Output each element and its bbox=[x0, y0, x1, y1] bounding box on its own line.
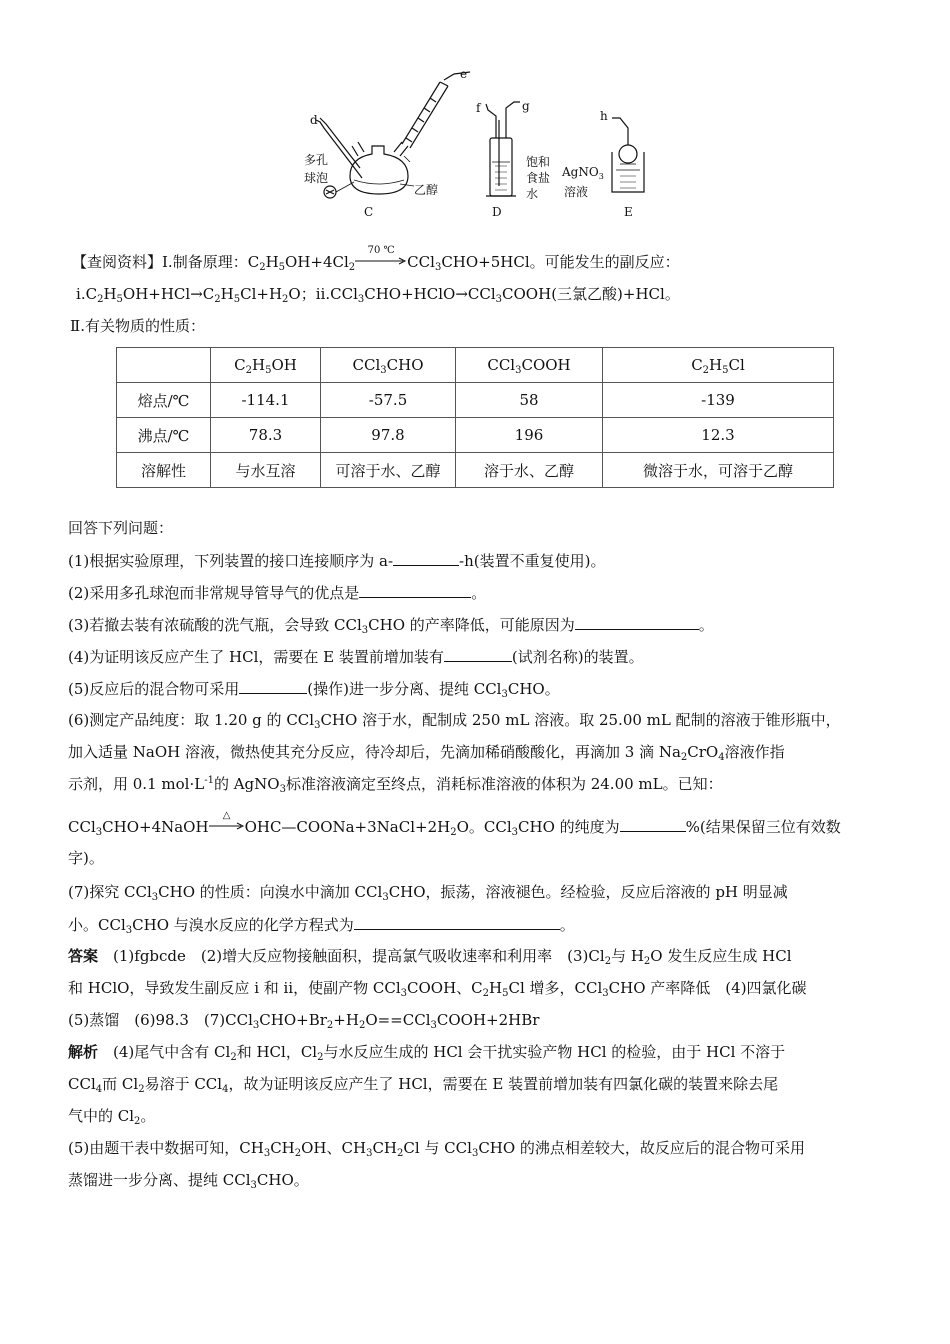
answer-blank[interactable] bbox=[444, 646, 512, 662]
analysis-line-4: (5)由题干表中数据可知，$CH_3CH_2OH$、$CH_3CH_2Cl$ 与 CCl$_3$CHO 的沸点相差较大，故反应后的混合物可采用 bbox=[68, 1139, 805, 1159]
answer-blank[interactable] bbox=[359, 582, 471, 598]
row-label: 熔点/℃ bbox=[117, 383, 211, 418]
answer-blank[interactable] bbox=[239, 678, 307, 694]
question-1: (1)根据实验原理，下列装置的接口连接顺序为 a- -h(装置不重复使用)。 bbox=[68, 552, 606, 570]
table-cell: -139 bbox=[603, 383, 834, 418]
analysis-label: 解析 bbox=[68, 1043, 99, 1061]
figure-label-d: d bbox=[310, 113, 318, 127]
figure-label-ethanol: 乙醇 bbox=[414, 183, 439, 197]
question-2: (2)采用多孔球泡而非常规导管导气的优点是 。 bbox=[68, 584, 487, 602]
questions-intro: 回答下列问题： bbox=[68, 519, 174, 537]
answer-blank[interactable] bbox=[393, 550, 459, 566]
figure-label-e: e bbox=[460, 67, 468, 81]
figure-label-brine-1: 饱和 bbox=[526, 155, 551, 169]
table-cell: -57.5 bbox=[321, 383, 456, 418]
table-cell: 196 bbox=[456, 418, 603, 453]
analysis-line-2: CCl$_4$而 $Cl_2$易溶于 CCl$_4$，故为证明该反应产生了 HCl，需要在 E 装置前增加装有四氯化碳的装置来除去尾 bbox=[68, 1075, 779, 1095]
figure-label-bubble-1: 多孔 bbox=[304, 153, 329, 167]
figure-label-brine-2: 食盐 bbox=[526, 171, 551, 185]
answer-line-2: 和 HClO，导致发生副反应 ⅰ 和 ⅱ，使副产物 CCl$_3$COOH、$C_2H_5Cl$ 增多，CCl$_3$CHO 产率降低 (4)四氯化碳 bbox=[68, 979, 807, 999]
table-corner bbox=[117, 348, 211, 383]
ref-props-title: Ⅱ.有关物质的性质： bbox=[70, 317, 205, 335]
question-6-line-5: 字)。 bbox=[68, 849, 104, 867]
table-cell: 12.3 bbox=[603, 418, 834, 453]
answer-label: 答案 bbox=[68, 947, 99, 965]
figure-label-agno3: AgNO$_3$ bbox=[562, 165, 604, 181]
analysis-line-3: 气中的 $Cl_2$。 bbox=[68, 1107, 156, 1127]
table-cell: 78.3 bbox=[211, 418, 321, 453]
question-4: (4)为证明该反应产生了 HCl，需要在 E 装置前增加装有 (试剂名称)的装置。 bbox=[68, 648, 644, 666]
header-tca: CCl$_3$COOH bbox=[456, 348, 603, 383]
question-7-line-1: (7)探究 CCl$_3$CHO 的性质：向溴水中滴加 CCl$_3$CHO，振荡，溶液褪色。经检验，反应后溶液的 pH 明显减 bbox=[68, 883, 788, 903]
figure-label-h: h bbox=[600, 109, 608, 123]
figure-label-bubble-2: 球泡 bbox=[304, 171, 329, 185]
question-3: (3)若撤去装有浓硫酸的洗气瓶，会导致 CCl$_3$CHO 的产率降低，可能原因为 。 bbox=[68, 616, 714, 636]
analysis-line-5: 蒸馏进一步分离、提纯 CCl$_3$CHO。 bbox=[68, 1171, 309, 1191]
header-chloral: CCl$_3$CHO bbox=[321, 348, 456, 383]
answer-blank[interactable] bbox=[620, 816, 686, 832]
heat-arrow: △ bbox=[209, 818, 245, 834]
question-6-line-2: 加入适量 NaOH 溶液，微热使其充分反应，待冷却后，先滴加稀硝酸酸化，再滴加 3 滴 $Na_2CrO_4$溶液作指 bbox=[68, 743, 785, 763]
row-label: 溶解性 bbox=[117, 453, 211, 488]
table-cell: 微溶于水，可溶于乙醇 bbox=[603, 453, 834, 488]
table-cell: 与水互溶 bbox=[211, 453, 321, 488]
ref-line-2: $ⅰ.C_2H_5OH+HCl\to C_2H_5Cl+H_2O$；ⅱ.CCl$_3$CHO+HClO→CCl$_3$COOH(三氯乙酸)+HCl。 bbox=[76, 285, 680, 305]
table-cell: 溶于水、乙醇 bbox=[456, 453, 603, 488]
figure-label-D: D bbox=[492, 205, 502, 219]
question-6-line-1: (6)测定产品纯度：取 1.20 g 的 CCl$_3$CHO 溶于水，配制成 250 mL 溶液。取 25.00 mL 配制的溶液于锥形瓶中， bbox=[68, 711, 841, 731]
question-7-line-2: 小。CCl$_3$CHO 与溴水反应的化学方程式为 。 bbox=[68, 916, 575, 936]
table-cell: 97.8 bbox=[321, 418, 456, 453]
answer-line-3: (5)蒸馏 (6)98.3 $(7)CCl_3CHO+Br_2+H_2O==CCl_3COOH+2HBr$ bbox=[68, 1011, 540, 1031]
properties-table bbox=[116, 347, 834, 488]
figure-label-brine-3: 水 bbox=[526, 187, 539, 201]
header-ethanol: $C_2H_5OH$ bbox=[211, 348, 321, 383]
figure-label-f: f bbox=[476, 101, 481, 115]
table-cell: -114.1 bbox=[211, 383, 321, 418]
question-6-line-3: 示剂，用 0.1 $mol\cdot L^{-1}$的 AgNO$_3$标准溶液滴定至终点，消耗标准溶液的体积为 24.00 mL。已知： bbox=[68, 775, 723, 795]
question-5: (5)反应后的混合物可采用 (操作)进一步分离、提纯 CCl$_3$CHO。 bbox=[68, 680, 560, 700]
table-row bbox=[117, 453, 834, 488]
analysis-line-1: 解析 (4)尾气中含有 $Cl_2$和 HCl，$Cl_2$与水反应生成的 HCl 会干扰实验产物 HCl 的检验，由于 HCl 不溶于 bbox=[68, 1043, 786, 1063]
table-row bbox=[117, 383, 834, 418]
figure-label-solution: 溶液 bbox=[564, 185, 589, 199]
question-6-line-4: CCl$_3$CHO+4NaOH △ $OHC—COONa+3NaCl+2H_2O$。CCl$_3$CHO 的纯度为 %(结果保留三位有效数 bbox=[68, 810, 841, 838]
figure-label-C: C bbox=[364, 205, 374, 219]
header-chloroethane: $C_2H_5Cl$ bbox=[603, 348, 834, 383]
answer-line-1: 答案 (1)fgbcde (2)增大反应物接触面积，提高氯气吸收速率和利用率 $(3)Cl_2$与 $H_2O$ 发生反应生成 HCl bbox=[68, 947, 792, 967]
ref-line-1: 【查阅资料】Ⅰ.制备原理：$C_2H_5OH+4Cl_2$ 70 ℃ CCl$_3$CHO+5HCl。可能发生的副反应： bbox=[72, 245, 680, 273]
table-cell: 58 bbox=[456, 383, 603, 418]
figure-label-E: E bbox=[624, 205, 633, 219]
table-row bbox=[117, 418, 834, 453]
answer-blank[interactable] bbox=[354, 914, 560, 930]
table-cell: 可溶于水、乙醇 bbox=[321, 453, 456, 488]
apparatus-figure bbox=[290, 66, 670, 224]
answer-blank[interactable] bbox=[575, 614, 699, 630]
table-header-row bbox=[117, 348, 834, 383]
figure-label-g: g bbox=[522, 99, 530, 113]
reaction-arrow: 70 ℃ bbox=[355, 253, 407, 269]
row-label: 沸点/℃ bbox=[117, 418, 211, 453]
